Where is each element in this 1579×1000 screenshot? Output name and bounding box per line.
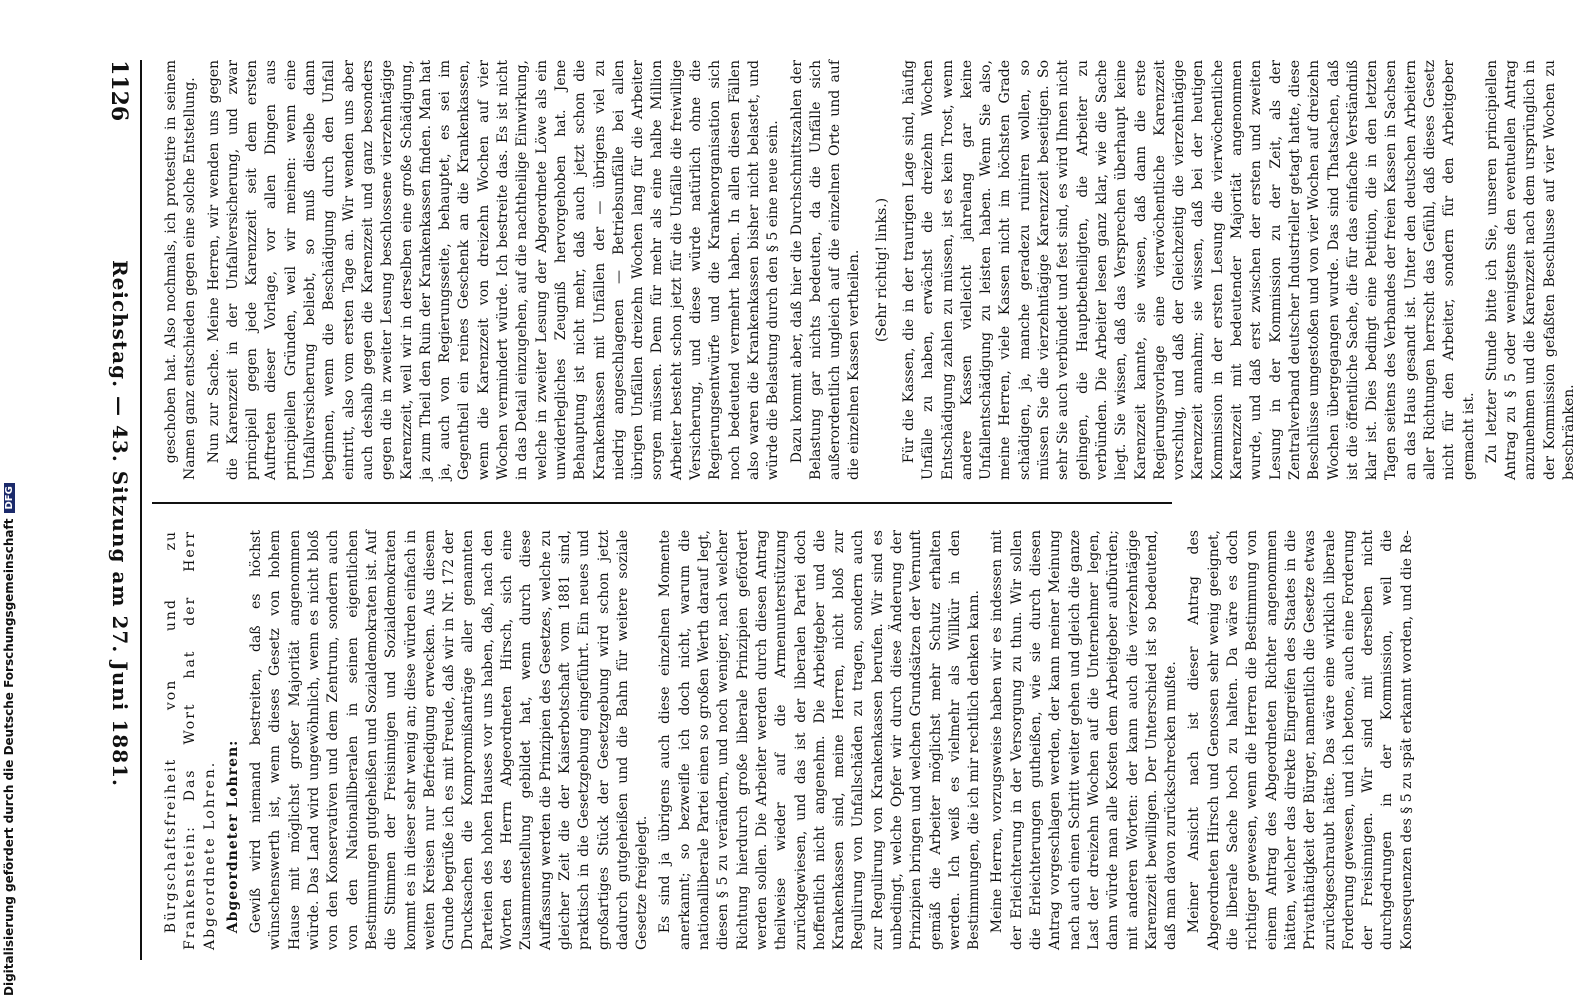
paragraph: Für die Kassen, die in der traurigen Lage sind, häufig Unfälle zu haben, erwächst die dreizehn Wochen Entschädigung zahlen zu müssen, ist es kein Trost, wenn andere Kassen vielleicht jahrelang gar keine Unfallentschädigung zu leisten haben. Wenn Sie also, meine Herren, viele Kassen nicht im höchsten Grade schädigen, ja, manche geradezu ruiniren wollen, so müssen Sie die vierzehntägige Karenzzeit beseitigen. So sehr Sie auch verbündet und fest sind, es wird Ihnen nicht gelingen, die Hauptbetheiligten, die Arbeiter zu verbünden. Die Arbeiter lesen ganz klar, wie die Sache liegt. Sie wissen, daß das Versprechen überhaupt keine Karenzzeit kannte, sie wissen, daß dann die erste Regierungsvorlage eine vierwöchentliche Karenzzeit vorschlug, und daß der Gleichzeitig die vierzehntägige Karenzzeit annahm; sie wissen, daß bei der heutigen Kommission in der ersten Lesung die vierwöchentliche Karenzzeit mit bedeutender Majorität angenommen wurde, und daß erst zwischen der ersten und zweiten Lesung in der Kommission zu der Zeit, als der Zentralverband deutscher Industrieller getagt hatte, diese Beschlüsse umgestoßen und von vier Wochen auf dreizehn Wochen übergegangen wurde. Das sind Thatsachen, daß ist die öffentliche Sache, die für das einfache Verständniß klar ist. Dies bedingt eine Petition, die in den letzten Tagen seitens des Verbandes der freien Kassen in Sachsen an das Haus gesandt ist. Unter den deutschen Arbeitern aller Richtungen herrscht das Gefühl, daß dieses Gesetz nicht für den Arbeiter, sondern für den Arbeitgeber gemacht ist.: [900, 60, 1477, 480]
paragraph: geschoben hat. Also nochmals, ich protestire in seinem Namen ganz entschieden gegen eine solche Entstellung.: [163, 60, 199, 480]
running-title: Reichstag. — 43. Sitzung am 27. Juni 1881.: [108, 260, 132, 787]
paragraph: Nun zur Sache. Meine Herren, wir wenden uns gegen die Karenzzeit in der Unfallversicherung, und zwar principiell gegen jede Karenzzeit seit dem ersten Auftreten dieser Vorlage, vor allen Dingen aus principiellen Gründen, weil wir meinen: wenn eine Unfallversicherung beliebt, so muß dieselbe dann beginnen, wenn die Beschädigung durch den Unfall eintritt, also vom ersten Tage an. Wir wenden uns aber auch deshalb gegen die Karenzzeit und ganz besonders gegen die in zweiter Lesung beschlossene vierzehntägige Karenzzeit, weil wir in derselben eine große Schädigung, ja zum Theil den Ruin der Krankenkassen finden. Man hat ja, auch von Regierungsseite, behauptet, es sei im Gegentheil ein reines Geschenk an die Krankenkassen, wenn die Karenzzeit von dreizehn Wochen auf vier Wochen vermindert würde. Ich bestreite das. Es ist nicht in das Detail einzugehen, auf die nachtheilige Einwirkung, welche in zweiter Lesung der Abgeordnete Löwe als ein unwiderlegliches Zeugniß hervorgehoben hat. Jene Behauptung ist nicht mehr, daß auch jetzt schon die Krankenkassen mit Unfällen der — übrigens viel zu niedrig angeschlagenen — Betriebsunfälle bei allen übrigen Unfällen dreizehn Wochen lang für die Arbeiter sorgen müssen. Denn für mehr als eine halbe Million Arbeiter besteht schon jetzt für die Unfälle die freiwillige Versicherung, und diese würde natürlich ohne die Regierungsentwürfe und die Krankenorganisation sich noch bedeutend vermehrt haben. In allen diesen Fällen also waren die Krankenkassen bisher nicht belastet, und würde die Belastung durch den § 5 eine neue sein.: [205, 60, 782, 480]
left-column: [162, 60, 1578, 480]
page-number: 1126: [106, 60, 132, 122]
president-remark: Bürgschaftsfreiheit von und zu Frankenstein: Das Wort hat der Herr Abgeordnete Lohren.: [163, 530, 218, 950]
digitization-footer: [0, 0, 24, 1000]
applause-note: (Sehr richtig! links.): [873, 197, 890, 343]
page-header: [72, 60, 132, 960]
header-rule: [140, 60, 142, 960]
paragraph: Dazu kommt aber, daß hier die Durchschnittszahlen der Belastung gar nichts bedeuten, da die Unfälle sich außerordentlich ungleich auf die einzelnen Orte und auf die einzelnen Kassen vertheilen.: [788, 60, 863, 480]
digitization-credit: [2, 483, 16, 996]
column-divider: [152, 502, 1172, 504]
credit-text: Digitalisierung gefördert durch die Deutsche Forschungsgemeinschaft: [2, 518, 16, 996]
paragraph: Gewiß wird niemand bestreiten, daß es höchst wünschenswerth ist, wenn dieses Gesetz von hohem Hause mit möglichst großer Majorität angenommen würde. Das Land wird ungewöhnlich, wenn es nicht bloß von den Konservativen und dem Zentrum, sondern auch von den Nationalliberalen in seinen eigentlichen Bestimmungen gutgeheißen und Sozialdemokraten ist. Auf die Stimmen der Freisinnigen und Sozialdemokraten kommt es in dieser sehr wenig an; diese würden einfach in weiten Kreisen nur Befriedigung erwecken. Aus diesem Grunde begrüße ich es mit Freude, daß wir in Nr. 172 der Drucksachen die Kompromißanträge aller genannten Parteien des hohen Hauses vor uns haben, daß, nach den Worten des Herrn Abgeordneten Hirsch, sich eine Zusammenstellung gebildet hat, wenn durch diese Auffassung werden die Prinzipien des Gesetzes, welche zu gleicher Zeit die der Kaiserbotschaft vom 1881 sind, praktisch in die Gesetzgebung eingeführt. Ein neues und großartiges Stück der Gesetzgebung wird schon jetzt dadurch gutgeheißen und die Bahn für weitere soziale Gesetze freigelegt.: [248, 530, 651, 950]
speaker-name: Abgeordneter Lohren:: [224, 739, 241, 934]
paragraph: Meiner Ansicht nach ist dieser Antrag des Abgeordneten Hirsch und Genossen sehr wenig geeignet, die liberale Sache hoch zu halten. Da wäre es doch richtiger gewesen, wenn die Herren die Bestimmung von einem Antrag des Abgeordneten Richter angenommen hätten, welcher das direkte Eingreifen des Staates in die Privatthätigkeit der Bürger, namentlich die Gesetze etwas zurückgeschraubt hätte. Das wäre eine wirklich liberale Forderung gewesen, und ich betone, auch eine Forderung der Freisinnigen. Wir sind mit derselben nicht durchgedrungen in der Kommission, weil die Konsequenzen des § 5 zu spät erkannt worden, und die Re-: [1186, 530, 1415, 950]
paragraph: Meine Herren, vorzugsweise haben wir es indessen mit der Erleichterung in der Versorgung zu thun. Wir sollen die Erleichterungen gutheißen, wie sie durch diesen Antrag vorgeschlagen werden, der kann meiner Meinung nach auch einen Schritt weiter gehen und gleich die ganze Last der dreizehn Wochen auf die Unternehmer legen, dann würde man alle Kosten dem Arbeitgeber aufbürden; mit anderen Worten: der kann auch die vierzehntägige Karenzzeit bewilligen. Der Unterschied ist so bedeutend, daß man davon zurückschrecken mußte.: [989, 530, 1180, 950]
paragraph: Zu letzter Stunde bitte ich Sie, unseren principiellen Antrag zu § 5 oder wenigstens den eventuellen Antrag anzunehmen und die Karenzzeit nach dem ursprünglich in der Kommission gefaßten Beschlusse auf vier Wochen zu beschränken.: [1483, 60, 1578, 480]
paragraph: Es sind ja übrigens auch diese einzelnen Momente anerkannt; so bezweifle ich doch nicht, warum die nationalliberale Partei einen so großen Werth darauf legt, diesen § 5 zu verändern, und noch weniger, nach welcher Richtung hierdurch große liberale Prinzipien gefördert werden sollen. Die Arbeiter werden durch diesen Antrag theilweise wieder auf die Armenunterstützung zurückgewiesen, und das ist der liberalen Partei doch hoffentlich nicht angenehm. Die Arbeitgeber und die Krankenkassen sind, meine Herren, nicht bloß zur Regulirung von Unfallschäden zu tragen, sondern auch zur Regulirung von Krankenkassen berufen. Wir sind es unbedingt, welche Opfer wir durch diese Änderung der Prinzipien bringen und welchen Grundsätzen der Vernunft gemäß die Arbeiter möglichst mehr Schutz erhalten werden. Ich weiß es vielmehr als Willkür in den Bestimmungen, die ich mir rechtlich denken kann.: [657, 530, 983, 950]
right-column: [162, 530, 1415, 950]
dfg-logo: DFG: [4, 483, 15, 512]
